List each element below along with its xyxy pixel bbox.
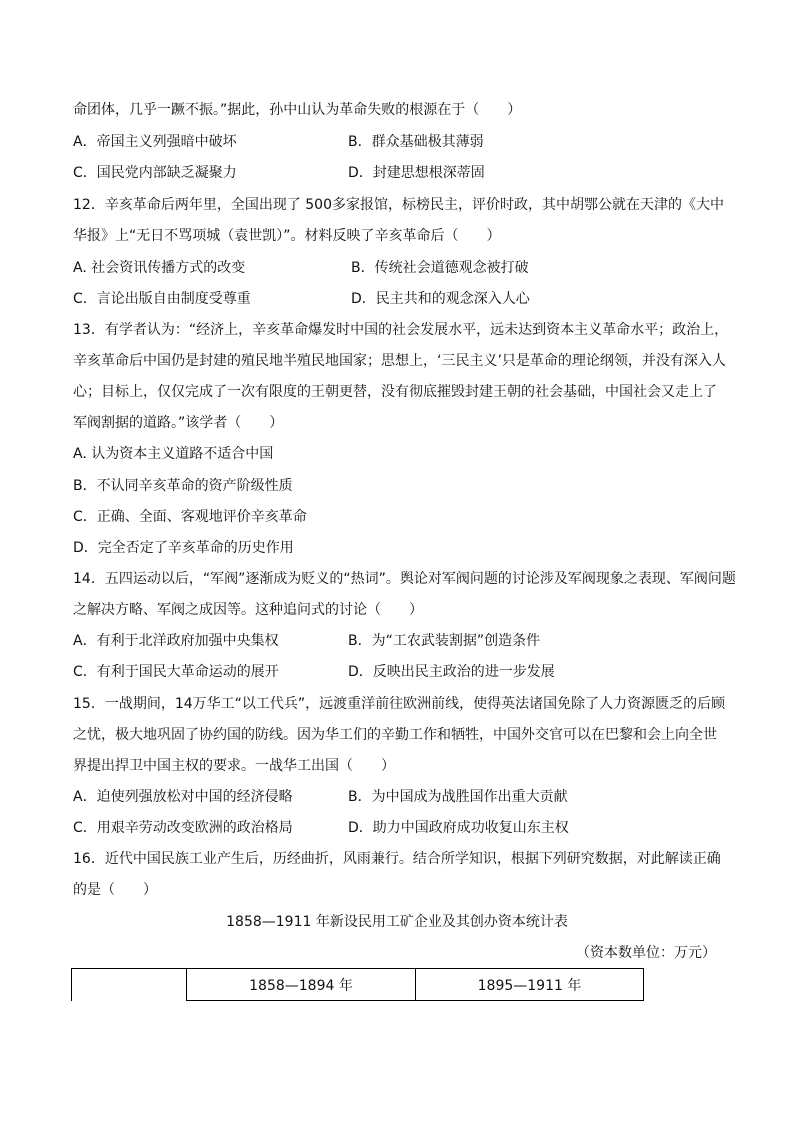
q11-option-b: B．群众基础极其薄弱 <box>348 134 484 150</box>
q14-option-b: B．为“工农武装割据”创造条件 <box>348 633 541 649</box>
table-header-period-1: 1858—1894 年 <box>187 969 416 1001</box>
table-header-period-2: 1895—1911 年 <box>416 969 644 1001</box>
q12-stem-line-1: 12．辛亥革命后两年里，全国出现了 500多家报馆，标榜民主，评价时政，其中胡鄂公就在天津的《大中 <box>73 197 724 213</box>
q16-stem-line-2: 的是（ ） <box>73 882 157 898</box>
q15-stem-line-2: 之忧，极大地巩固了协约国的防线。因为华工们的辛勤工作和牺牲，中国外交官可以在巴黎和会上向全世 <box>73 727 717 743</box>
q13-option-a: A. 认为资本主义道路不适合中国 <box>73 446 274 462</box>
q13-option-b: B．不认同辛亥革命的资产阶级性质 <box>73 478 293 494</box>
q13-option-c: C．正确、全面、客观地评价辛亥革命 <box>73 509 307 525</box>
q13-stem-line-3: 心；目标上，仅仅完成了一次有限度的王朝更替，没有彻底摧毁封建王朝的社会基础，中国社会又走上了 <box>73 384 717 400</box>
q15-option-d: D．助力中国政府成功收复山东主权 <box>348 820 569 836</box>
q14-option-c: C．有利于国民大革命运动的展开 <box>73 664 279 680</box>
q12-stem-line-2: 华报》上“无日不骂项城（袁世凯）”。材料反映了辛亥革命后（ ） <box>73 228 501 244</box>
q13-stem-line-2: 辛亥革命后中国仍是封建的殖民地半殖民地国家；思想上，‘三民主义’只是革命的理论纲领，并没有深入人 <box>73 353 726 369</box>
q11-option-d: D．封建思想根深蒂固 <box>348 165 485 181</box>
q12-option-d: D．民主共和的观念深入人心 <box>351 291 530 307</box>
table-unit-note: （资本数单位：万元） <box>576 945 716 961</box>
q14-stem-line-1: 14．五四运动以后，“军阀”逐渐成为贬义的“热词”。舆论对军阀问题的讨论涉及军阀现象之表现、军阀问题 <box>73 571 736 587</box>
q15-stem-line-3: 界提出捍卫中国主权的要求。一战华工出国（ ） <box>73 758 395 774</box>
q14-stem-line-2: 之解决方略、军阀之成因等。这种追问式的讨论（ ） <box>73 602 423 618</box>
q12-option-c: C．言论出版自由制度受尊重 <box>73 291 251 307</box>
q11-option-c: C．国民党内部缺乏凝聚力 <box>73 165 237 181</box>
q15-option-a: A．迫使列强放松对中国的经济侵略 <box>73 789 293 805</box>
table-header-row <box>72 969 644 1001</box>
q12-option-b: B．传统社会道德观念被打破 <box>351 260 529 276</box>
q11-option-a: A．帝国主义列强暗中破坏 <box>73 134 237 150</box>
q13-option-d: D．完全否定了辛亥革命的历史作用 <box>73 540 294 556</box>
q15-option-c: C．用艰辛劳动改变欧洲的政治格局 <box>73 820 293 836</box>
table-title: 1858—1911 年新设民用工矿企业及其创办资本统计表 <box>226 914 568 930</box>
q15-stem-line-1: 15．一战期间，14万华工“以工代兵”，远渡重洋前往欧洲前线，使得英法诸国免除了人力资源匮乏的后顾 <box>73 696 726 712</box>
statistics-table <box>71 968 644 1001</box>
q15-option-b: B．为中国成为战胜国作出重大贡献 <box>348 789 568 805</box>
q13-stem-line-1: 13．有学者认为：“经济上，辛亥革命爆发时中国的社会发展水平，远未达到资本主义革命水平；政治上， <box>73 322 729 338</box>
q14-option-d: D．反映出民主政治的进一步发展 <box>348 664 555 680</box>
q16-stem-line-1: 16．近代中国民族工业产生后，历经曲折，风雨兼行。结合所学知识，根据下列研究数据，对此解读正确 <box>73 851 721 867</box>
table-header-blank <box>72 969 187 1001</box>
q12-option-a: A. 社会资讯传播方式的改变 <box>73 260 246 276</box>
q14-option-a: A．有利于北洋政府加强中央集权 <box>73 633 279 649</box>
q13-stem-line-4: 军阀割据的道路。”该学者（ ） <box>73 415 284 431</box>
q11-stem: 命团体，几乎一蹶不振。”据此，孙中山认为革命失败的根源在于（ ） <box>73 102 522 118</box>
